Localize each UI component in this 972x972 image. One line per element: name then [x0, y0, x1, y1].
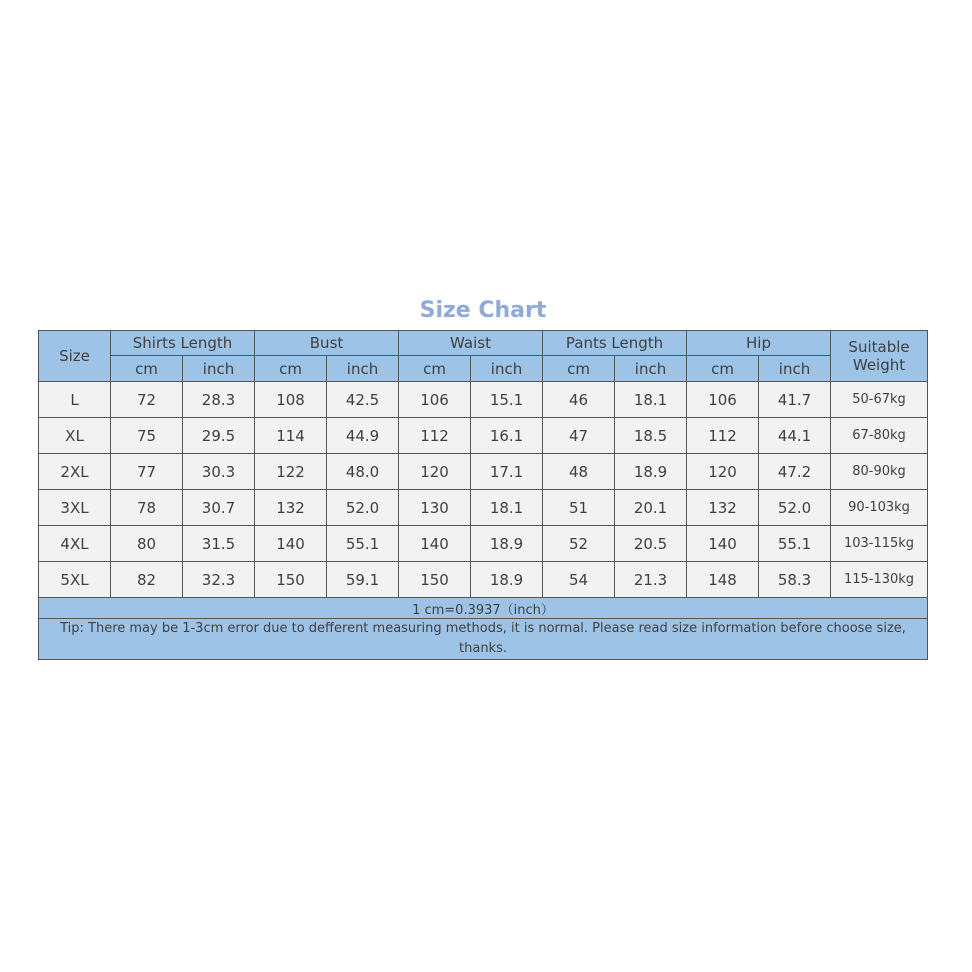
- unit-header: inch: [759, 356, 831, 382]
- size-cell: 4XL: [39, 526, 111, 562]
- weight-cell: 50-67kg: [831, 382, 928, 418]
- weight-cell: 103-115kg: [831, 526, 928, 562]
- value-cell: 18.1: [471, 490, 543, 526]
- group-header-pants-length: Pants Length: [543, 331, 687, 356]
- unit-header: inch: [183, 356, 255, 382]
- unit-header: cm: [399, 356, 471, 382]
- value-cell: 140: [255, 526, 327, 562]
- value-cell: 55.1: [327, 526, 399, 562]
- tip-note: Tip: There may be 1-3cm error due to defferent measuring methods, it is normal. Please read size information before choose size, thanks.: [39, 619, 928, 660]
- unit-header: cm: [687, 356, 759, 382]
- value-cell: 132: [687, 490, 759, 526]
- value-cell: 15.1: [471, 382, 543, 418]
- value-cell: 80: [111, 526, 183, 562]
- value-cell: 82: [111, 562, 183, 598]
- weight-cell: 90-103kg: [831, 490, 928, 526]
- table-row: [39, 454, 928, 490]
- value-cell: 120: [687, 454, 759, 490]
- size-chart-table: [38, 330, 928, 660]
- unit-header: cm: [255, 356, 327, 382]
- group-header-shirts-length: Shirts Length: [111, 331, 255, 356]
- value-cell: 20.5: [615, 526, 687, 562]
- value-cell: 52.0: [327, 490, 399, 526]
- size-cell: L: [39, 382, 111, 418]
- unit-header: inch: [327, 356, 399, 382]
- value-cell: 20.1: [615, 490, 687, 526]
- value-cell: 140: [399, 526, 471, 562]
- size-cell: 2XL: [39, 454, 111, 490]
- value-cell: 54: [543, 562, 615, 598]
- value-cell: 44.1: [759, 418, 831, 454]
- tip-row: [39, 619, 928, 660]
- value-cell: 106: [687, 382, 759, 418]
- table-row: [39, 562, 928, 598]
- size-cell: 3XL: [39, 490, 111, 526]
- value-cell: 52: [543, 526, 615, 562]
- size-cell: 5XL: [39, 562, 111, 598]
- value-cell: 30.7: [183, 490, 255, 526]
- value-cell: 130: [399, 490, 471, 526]
- value-cell: 106: [399, 382, 471, 418]
- value-cell: 42.5: [327, 382, 399, 418]
- table-row: [39, 382, 928, 418]
- table-row: [39, 490, 928, 526]
- conversion-note: 1 cm=0.3937（inch）: [39, 598, 928, 619]
- value-cell: 140: [687, 526, 759, 562]
- value-cell: 29.5: [183, 418, 255, 454]
- value-cell: 47.2: [759, 454, 831, 490]
- value-cell: 51: [543, 490, 615, 526]
- value-cell: 108: [255, 382, 327, 418]
- value-cell: 41.7: [759, 382, 831, 418]
- value-cell: 132: [255, 490, 327, 526]
- value-cell: 55.1: [759, 526, 831, 562]
- value-cell: 46: [543, 382, 615, 418]
- value-cell: 78: [111, 490, 183, 526]
- value-cell: 31.5: [183, 526, 255, 562]
- value-cell: 122: [255, 454, 327, 490]
- table-row: [39, 526, 928, 562]
- value-cell: 47: [543, 418, 615, 454]
- value-cell: 32.3: [183, 562, 255, 598]
- value-cell: 58.3: [759, 562, 831, 598]
- size-cell: XL: [39, 418, 111, 454]
- value-cell: 52.0: [759, 490, 831, 526]
- value-cell: 18.9: [615, 454, 687, 490]
- value-cell: 112: [399, 418, 471, 454]
- weight-header: Suitable Weight: [831, 331, 928, 382]
- unit-header: cm: [543, 356, 615, 382]
- value-cell: 150: [399, 562, 471, 598]
- group-header-waist: Waist: [399, 331, 543, 356]
- table-row: [39, 418, 928, 454]
- value-cell: 72: [111, 382, 183, 418]
- value-cell: 148: [687, 562, 759, 598]
- value-cell: 114: [255, 418, 327, 454]
- conversion-row: [39, 598, 928, 619]
- value-cell: 18.5: [615, 418, 687, 454]
- page-title: Size Chart: [419, 298, 547, 323]
- weight-cell: 67-80kg: [831, 418, 928, 454]
- value-cell: 77: [111, 454, 183, 490]
- value-cell: 75: [111, 418, 183, 454]
- value-cell: 28.3: [183, 382, 255, 418]
- value-cell: 48.0: [327, 454, 399, 490]
- value-cell: 48: [543, 454, 615, 490]
- value-cell: 18.9: [471, 562, 543, 598]
- value-cell: 120: [399, 454, 471, 490]
- unit-header: cm: [111, 356, 183, 382]
- value-cell: 21.3: [615, 562, 687, 598]
- value-cell: 112: [687, 418, 759, 454]
- unit-header: inch: [471, 356, 543, 382]
- group-header-hip: Hip: [687, 331, 831, 356]
- value-cell: 18.1: [615, 382, 687, 418]
- value-cell: 17.1: [471, 454, 543, 490]
- value-cell: 18.9: [471, 526, 543, 562]
- value-cell: 44.9: [327, 418, 399, 454]
- value-cell: 16.1: [471, 418, 543, 454]
- weight-cell: 115-130kg: [831, 562, 928, 598]
- unit-header: inch: [615, 356, 687, 382]
- value-cell: 30.3: [183, 454, 255, 490]
- value-cell: 150: [255, 562, 327, 598]
- group-header-bust: Bust: [255, 331, 399, 356]
- weight-cell: 80-90kg: [831, 454, 928, 490]
- size-header: Size: [39, 331, 111, 382]
- value-cell: 59.1: [327, 562, 399, 598]
